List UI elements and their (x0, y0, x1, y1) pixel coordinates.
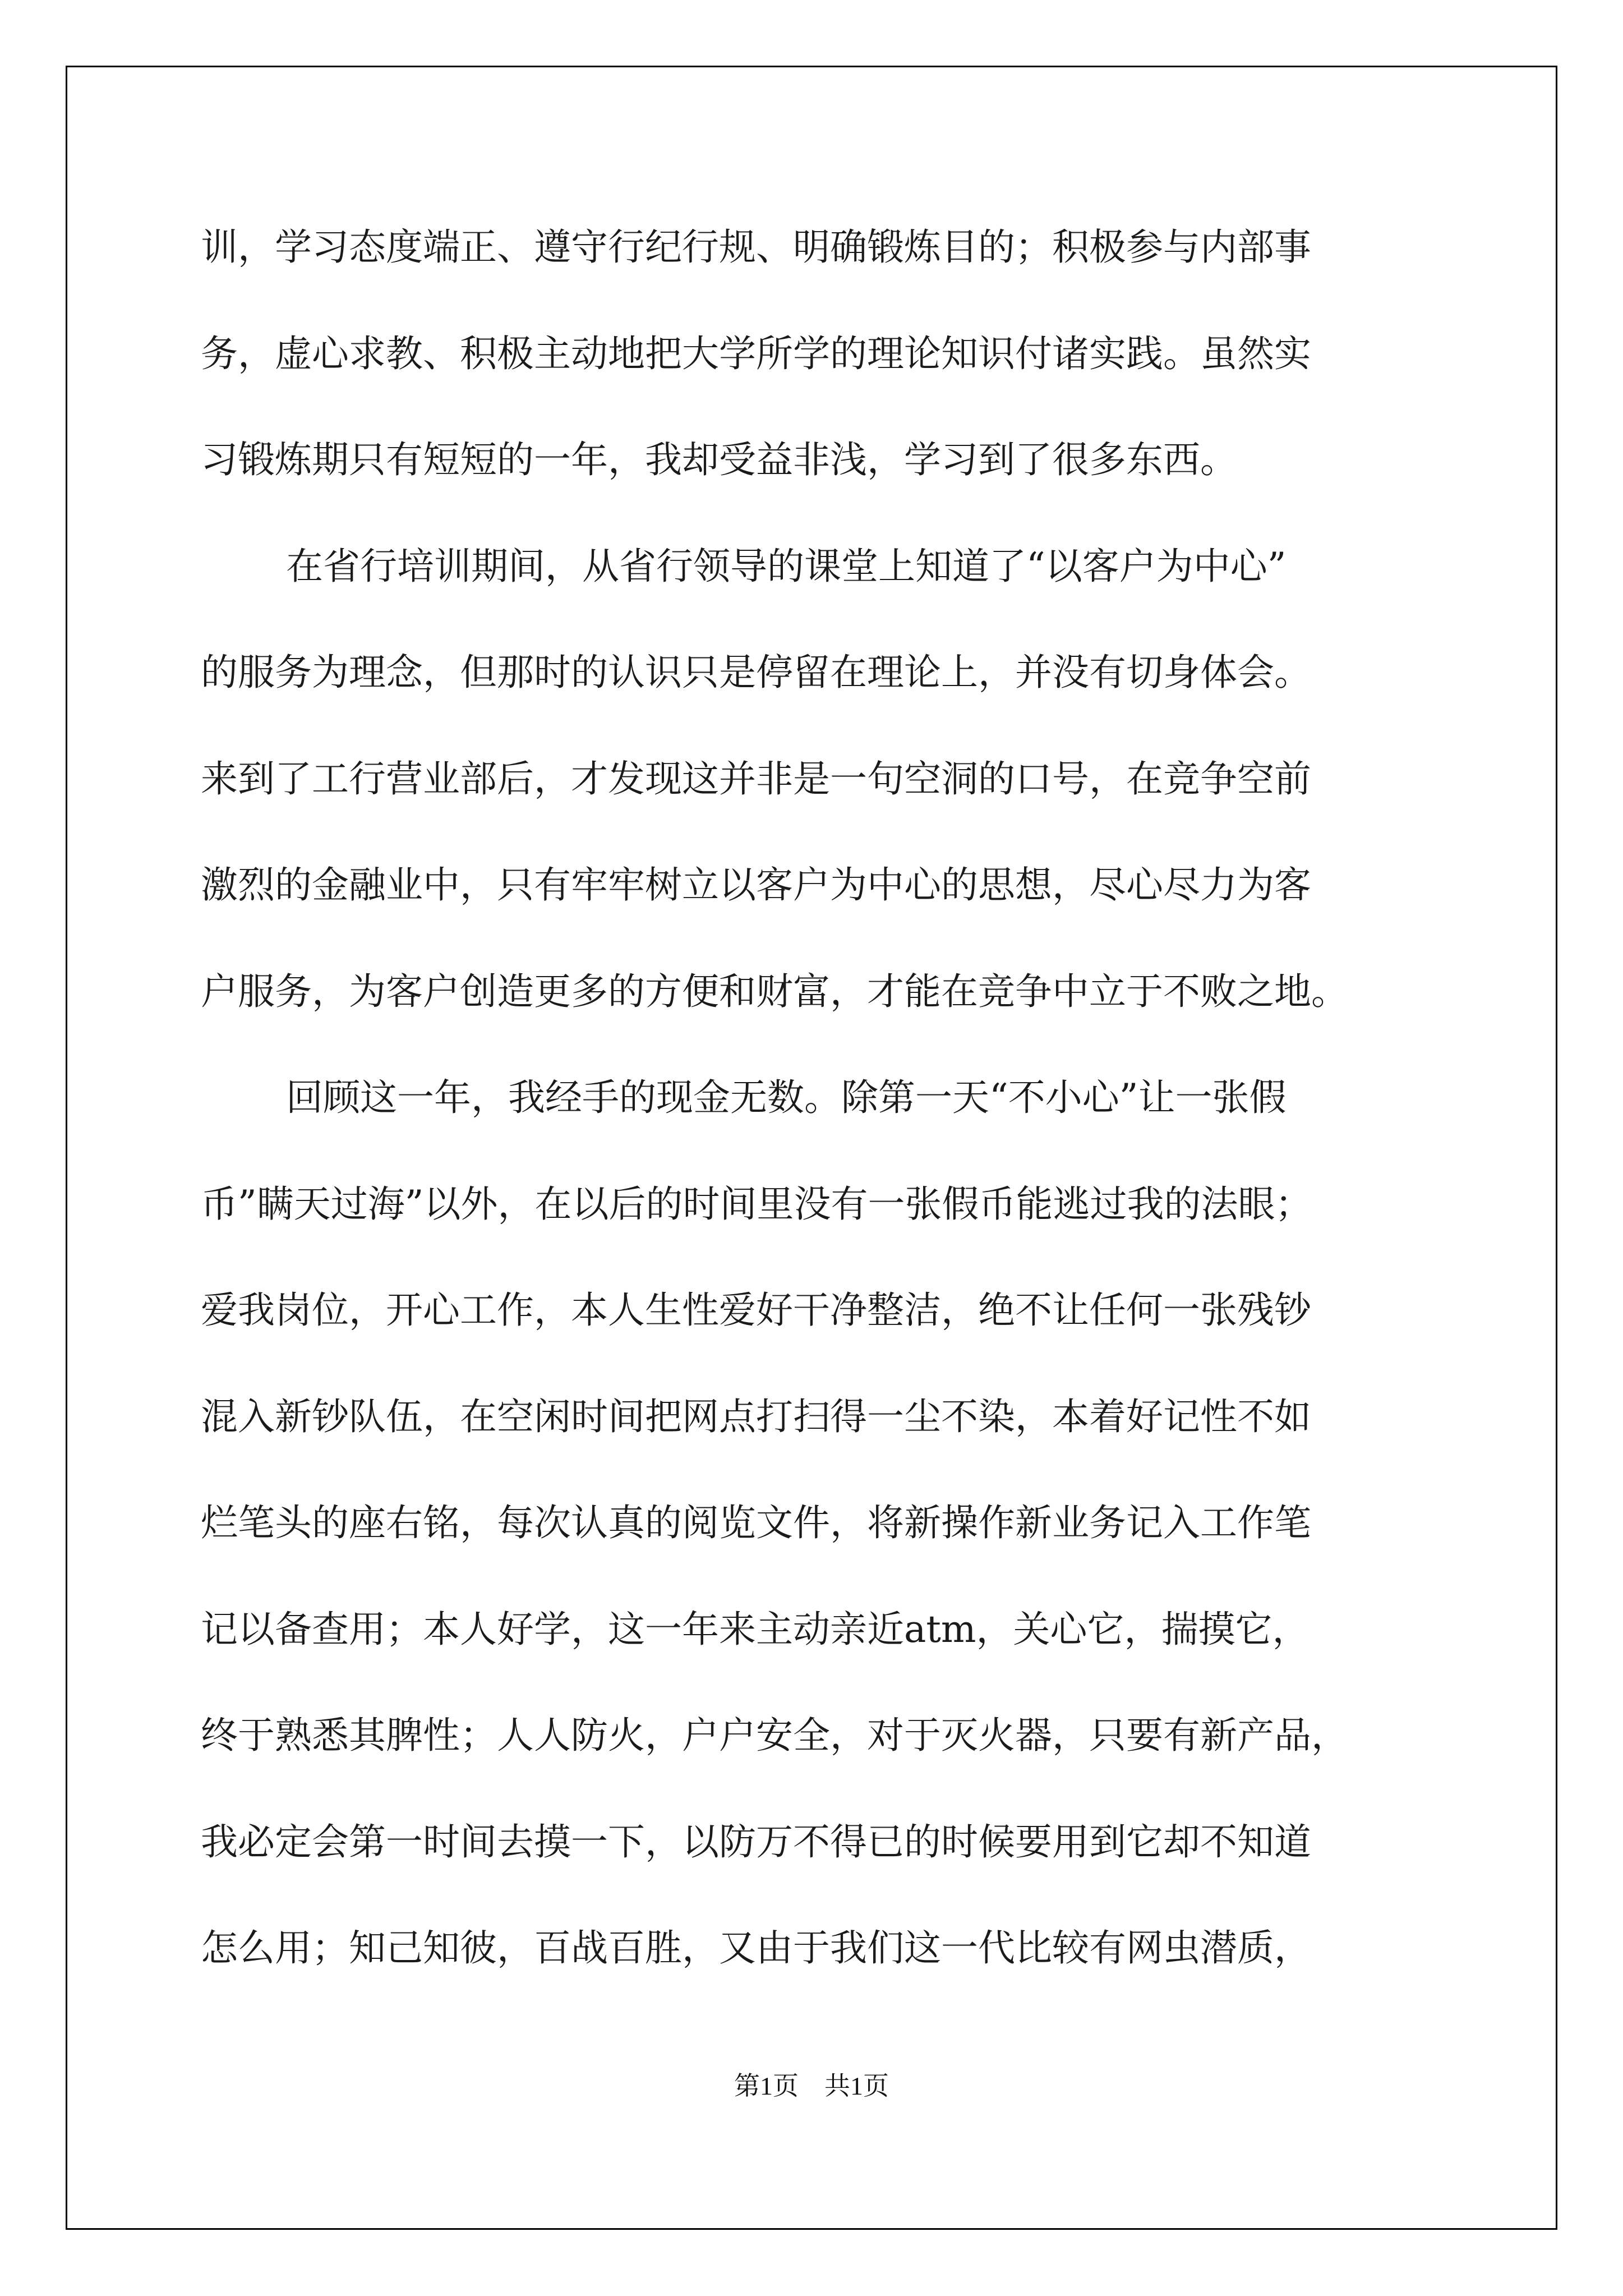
text-line: 的服务为理念，但那时的认识只是停留在理论上，并没有切身体会。 (201, 651, 1311, 694)
text-line: 我必定会第一时间去摸一下，以防万不得已的时候要用到它却不知道 (201, 1820, 1311, 1864)
text-line: 训，学习态度端正、遵守行纪行规、明确锻炼目的；积极参与内部事 (201, 226, 1311, 269)
text-line: 终于熟悉其脾性；人人防火，户户安全，对于灭火器，只要有新产品， (201, 1714, 1348, 1757)
page-border (66, 66, 1557, 2230)
text-line: 烂笔头的座右铭，每次认真的阅览文件，将新操作新业务记入工作笔 (201, 1501, 1311, 1544)
paragraph-first-line: 回顾这一年，我经手的现金无数。除第一天“不小心”让一张假 (286, 1076, 1287, 1119)
text-line: 币”瞒天过海”以外，在以后的时间里没有一张假币能逃过我的法眼； (201, 1182, 1312, 1226)
text-line: 记以备查用；本人好学，这一年来主动亲近atm，关心它，揣摸它， (201, 1608, 1310, 1651)
text-line: 习锻炼期只有短短的一年，我却受益非浅，学习到了很多东西。 (201, 438, 1237, 481)
text-line: 混入新钞队伍，在空闲时间把网点打扫得一尘不染，本着好记性不如 (201, 1395, 1311, 1438)
paragraph-first-line: 在省行培训期间，从省行领导的课堂上知道了“以客户为中心” (286, 545, 1287, 588)
text-line: 爱我岗位，开心工作，本人生性爱好干净整洁，绝不让任何一张残钞 (201, 1289, 1311, 1332)
page-footer: 第1页 共1页 (734, 2072, 889, 2100)
text-line: 务，虚心求教、积极主动地把大学所学的理论知识付诸实践。虽然实 (201, 332, 1311, 375)
text-line: 激烈的金融业中，只有牢牢树立以客户为中心的思想，尽心尽力为客 (201, 863, 1311, 907)
text-line: 怎么用；知己知彼，百战百胜，又由于我们这一代比较有网虫潜质， (201, 1926, 1311, 1970)
text-line: 户服务，为客户创造更多的方便和财富，才能在竞争中立于不败之地。 (201, 970, 1348, 1013)
text-line: 来到了工行营业部后，才发现这并非是一句空洞的口号，在竞争空前 (201, 757, 1311, 800)
